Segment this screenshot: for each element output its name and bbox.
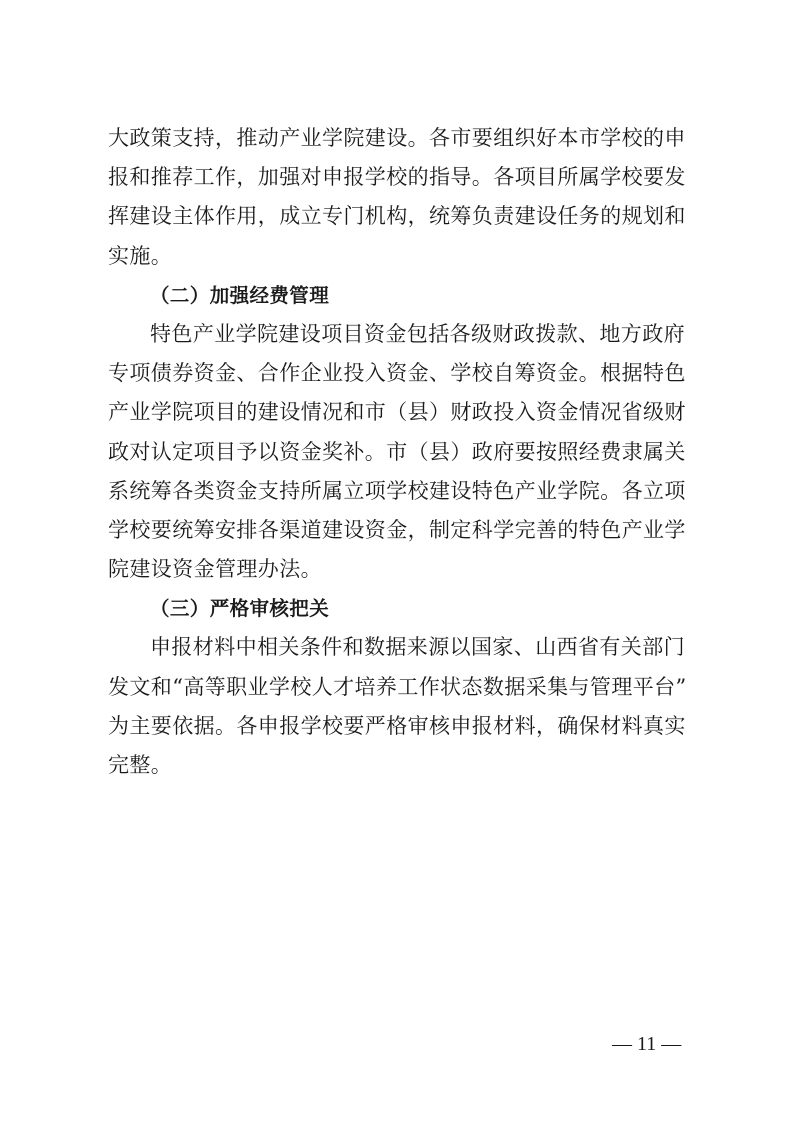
page-number: — 11 —: [612, 1033, 682, 1055]
paragraph-funding: [108, 315, 690, 589]
text-line: 产业学院项目的建设情况和市（县）财政投入资金情况省级财: [108, 400, 686, 425]
text-line: 系统筹各类资金支持所属立项学校建设特色产业学院。各立项: [108, 478, 686, 503]
text-line: 完整。: [108, 753, 173, 777]
paragraph-continuation: [108, 119, 690, 276]
text-line: 报和推荐工作，加强对申报学校的指导。各项目所属学校要发: [108, 165, 686, 190]
paragraph-review: [108, 628, 690, 785]
text-line: 大政策支持，推动产业学院建设。各市要组织好本市学校的申: [108, 126, 686, 150]
text-line: 特色产业学院建设项目资金包括各级财政拨款、地方政府: [150, 321, 685, 346]
text-line: 挥建设主体作用，成立专门机构，统筹负责建设任务的规划和: [108, 204, 686, 229]
body-text: [108, 119, 690, 785]
section-heading-review: （三）严格审核把关: [150, 597, 330, 621]
text-line: 发文和“高等职业学校人才培养工作状态数据采集与管理平台”: [108, 674, 687, 699]
text-line: 院建设资金管理办法。: [108, 557, 322, 582]
text-line: 政对认定项目予以资金奖补。市（县）政府要按照经费隶属关: [108, 439, 686, 464]
text-line: 专项债券资金、合作企业投入资金、学校自筹资金。根据特色: [108, 361, 686, 386]
text-line: 为主要依据。各申报学校要严格审核申报材料，确保材料真实: [108, 713, 686, 738]
text-line: 实施。: [108, 243, 173, 268]
text-line: 学校要统筹安排各渠道建设资金，制定科学完善的特色产业学: [108, 517, 686, 542]
section-heading-funding: （二）加强经费管理: [150, 283, 330, 307]
text-line: 申报材料中相关条件和数据来源以国家、山西省有关部门: [150, 635, 685, 660]
